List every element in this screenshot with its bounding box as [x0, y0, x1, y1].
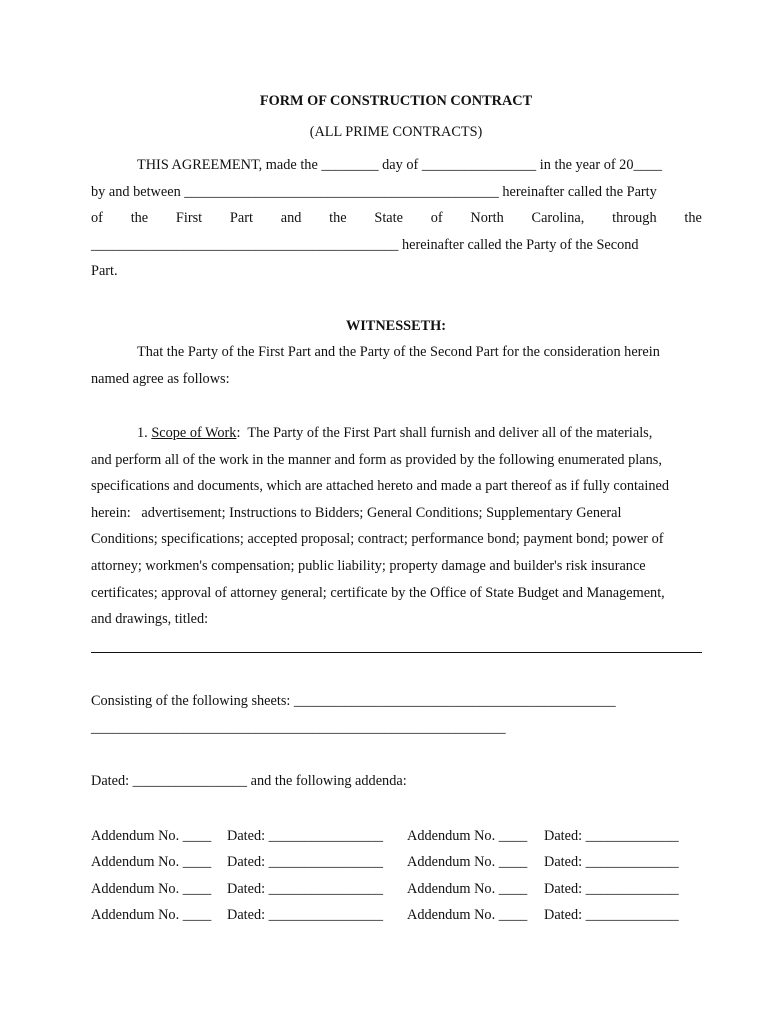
addendum-right-date-4: Dated: _____________: [544, 907, 679, 923]
addendum-left-date-4: Dated: ________________: [227, 907, 384, 923]
justified-word: the: [329, 210, 347, 226]
witness-line-2: named agree as follows:: [91, 371, 230, 387]
scope-line-5: Conditions; specifications; accepted proposal; contract; performance bond; payment bond; power of: [91, 531, 664, 547]
scope-line-7: certificates; approval of attorney general; certificate by the Office of State Budget and Management,: [91, 585, 665, 601]
document-subtitle: (ALL PRIME CONTRACTS): [309, 124, 483, 140]
justified-word: of: [430, 210, 443, 226]
witness-line-1: That the Party of the First Part and the Party of the Second Part for the consideration herein: [137, 344, 660, 360]
scope-line-6: attorney; workmen's compensation; public liability; property damage and builder's risk insurance: [91, 558, 646, 574]
agreement-line-5: Part.: [91, 263, 118, 279]
scope-text-1: : The Party of the First Part shall furnish and deliver all of the materials,: [236, 425, 653, 441]
agreement-line-3: [91, 209, 702, 227]
justified-word: the: [684, 210, 702, 226]
addendum-right-date-1: Dated: _____________: [544, 828, 679, 844]
addendum-left-3: Addendum No. ____: [91, 881, 212, 897]
justified-word: Carolina,: [531, 210, 585, 226]
agreement-line-4: ___________________________________________ hereinafter called the Party of the Second: [91, 237, 639, 253]
dated-line: Dated: ________________ and the following addenda:: [91, 773, 407, 789]
justified-word: and: [280, 210, 302, 226]
scope-line-3: specifications and documents, which are attached hereto and made a part thereof as if fully contained: [91, 478, 669, 494]
sheets-blank-line: __________________________________________________________: [91, 720, 506, 736]
addendum-right-3: Addendum No. ____: [407, 881, 528, 897]
scope-line-1: [137, 424, 702, 442]
addendum-right-1: Addendum No. ____: [407, 828, 528, 844]
agreement-line-1: THIS AGREEMENT, made the ________ day of ________________ in the year of 20____: [137, 157, 663, 173]
justified-word: of: [91, 210, 103, 226]
addendum-left-date-3: Dated: ________________: [227, 881, 384, 897]
document-title: FORM OF CONSTRUCTION CONTRACT: [259, 93, 533, 109]
scope-line-8: and drawings, titled:: [91, 611, 209, 627]
addendum-right-date-2: Dated: _____________: [544, 854, 679, 870]
addendum-left-4: Addendum No. ____: [91, 907, 212, 923]
justified-word: State: [374, 210, 403, 226]
addendum-left-date-2: Dated: ________________: [227, 854, 384, 870]
justified-word: through: [612, 210, 657, 226]
addendum-right-date-3: Dated: _____________: [544, 881, 679, 897]
witnesseth-heading: WITNESSETH:: [345, 318, 447, 334]
scope-heading: Scope of Work: [151, 425, 237, 441]
justified-word: Part: [229, 210, 253, 226]
agreement-line-2: by and between ____________________________________________ hereinafter called the Party: [91, 184, 657, 200]
justified-word: North: [470, 210, 504, 226]
addendum-left-1: Addendum No. ____: [91, 828, 212, 844]
justified-word: First: [175, 210, 203, 226]
scope-line-4: herein: advertisement; Instructions to Bidders; General Conditions; Supplementary General: [91, 505, 622, 521]
addendum-right-2: Addendum No. ____: [407, 854, 528, 870]
scope-number: 1.: [137, 425, 148, 441]
sheets-line: Consisting of the following sheets: _____________________________________________: [91, 693, 616, 709]
drawings-title-blank: [91, 652, 702, 653]
addendum-left-2: Addendum No. ____: [91, 854, 212, 870]
scope-line-2: and perform all of the work in the manner and form as provided by the following enumerated plans,: [91, 452, 662, 468]
addendum-right-4: Addendum No. ____: [407, 907, 528, 923]
justified-word: the: [130, 210, 149, 226]
addendum-left-date-1: Dated: ________________: [227, 828, 384, 844]
